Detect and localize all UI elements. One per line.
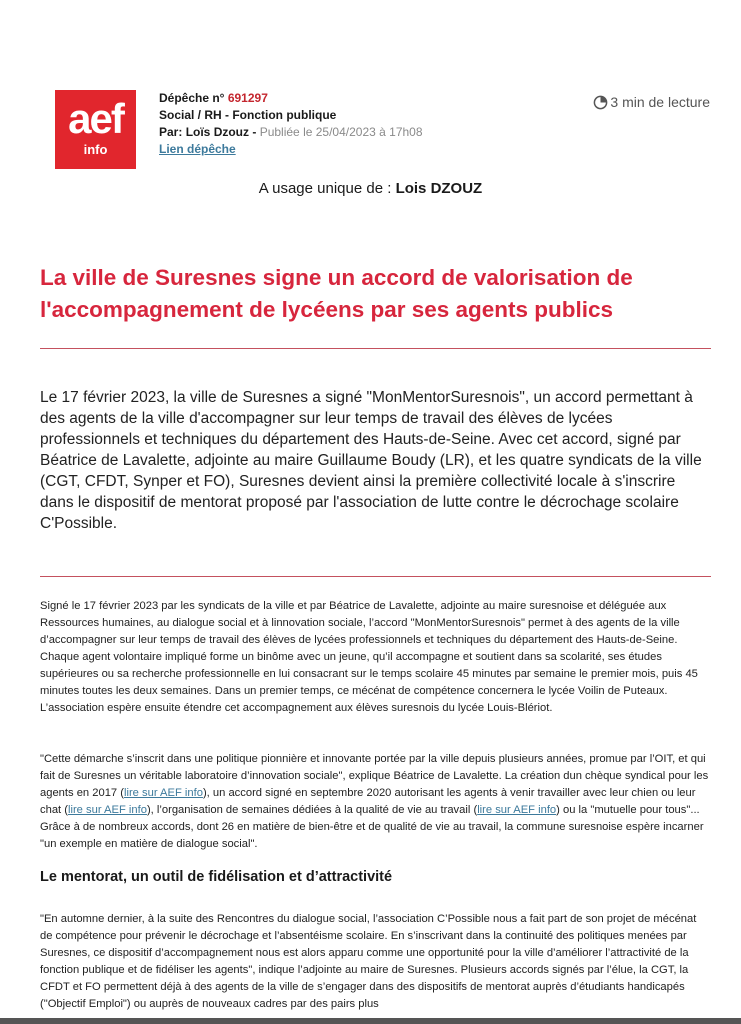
depeche-link[interactable]: Lien dépêche [159,142,236,156]
aef-link-3[interactable]: lire sur AEF info [477,804,557,816]
aef-link-1[interactable]: lire sur AEF info [123,787,203,799]
author-name: Loïs Dzouz - [185,125,257,139]
category: Social / RH - Fonction publique [159,108,337,122]
article-title: La ville de Suresnes signe un accord de valorisation de l'accompagnement de lycéens par ses agents publics [40,265,633,322]
aef-info-logo [55,90,136,169]
reading-time-label: 3 min de lecture [610,94,710,110]
publish-date: Publiée le 25/04/2023 à 17h08 [259,125,423,139]
paragraph-2-text: "Cette démarche s’inscrit dans une politique pionnière et innovante portée par la ville depuis plusieurs années, promue par l’OIT, et qui fait de Suresnes un véritable laboratoire d’innovation sociale", explique Béatrice de Lavalette. La création dun chèque syndical pour les agents en 2017 ( [40,753,709,799]
paragraph-2 [40,751,711,853]
logo-brand: aef [68,95,123,142]
article-lead: Le 17 février 2023, la ville de Suresnes a signé "MonMentorSuresnois", un accord permettant à des agents de la ville d'accompagner sur leur temps de travail des élèves de lycées professionnels et techniques du département des Hauts-de-Seine. Avec cet accord, signé par Béatrice de Lavalette, adjointe au maire Guillaume Boudy (LR), et les quatre syndicats de la ville (CGT, CFDT, Synper et FO), Suresnes devient ainsi la première collectivité locale à s'inscrire dans le dispositif de mentorat proposé par l'association de lutte contre le décrochage scolaire C'Possible. [40,389,702,532]
article-meta [159,90,423,158]
usage-prefix: A usage unique de : [258,180,392,197]
reading-time [593,94,710,110]
paragraph-2-text: ) ou la "mutuelle pour tous"... Grâce à de nombreux accords, dont 26 en matière de bien-être et de qualité de vie au travail, la commune suresnoise espère incarner "un exemple en matière de dialogue social". [40,804,704,850]
aef-link-2[interactable]: lire sur AEF info [67,804,147,816]
paragraph-3: "En automne dernier, à la suite des Rencontres du dialogue social, l’association C’Possible nous a fait part de son projet de mécénat de compétence pour prévenir le décrochage et l’absentéisme scolaire. En s’inscrivant dans la continuité des politiques menées par Suresnes, ce dispositif d’accompagnement nous est alors apparu comme une opportunité pour la ville d’améliorer l’attractivité de la fonction publique et de fidéliser les agents", indique l’adjointe au maire de Suresnes. Plusieurs accords signés par l’élue, la CGT, la CFDT et FO permettent déjà à des agents de la ville de s’engager dans des dispositifs de mentorat auprès d’étudiants handicapés ("Objectif Emploi") ou auprès de nouveaux cadres par des pairs plus [40,913,697,1010]
divider-bottom [40,576,711,577]
paragraph-2-text: ), l’organisation de semaines dédiées à la qualité de vie au travail ( [146,804,478,816]
paragraph-2-text: ), un accord signé en septembre 2020 autorisant les agents à venir travailler avec leur chien ou leur chat ( [40,787,696,816]
author-label: Par: [159,125,183,139]
bottom-bar [0,1018,741,1024]
paragraph-1: Signé le 17 février 2023 par les syndicats de la ville et par Béatrice de Lavalette, adjointe au maire suresnoise et déléguée aux Ressources humaines, au dialogue social et à linnovation sociale, l’accord "MonMentorSuresnois" permet à des agents de la ville d’accompagner sur leur temps de travail des élèves de lycées professionnels et techniques du département des Hauts-de-Seine. Chaque agent volontaire impliqué forme un binôme avec un jeune, qu’il accompagne et soutient dans sa scolarité, ses études supérieures ou sa recherche professionnelle en lui consacrant sur le temps scolaire 45 minutes par semaine le premier mois, puis 45 minutes toutes les deux semaines. Dans un premier temps, ce mécénat de compétence concernera le lycée Voilin de Puteaux. L’association espère ensuite étendre cet accompagnement aux élèves suresnois du lycée Louis-Blériot. [40,600,698,714]
usage-notice [0,180,741,197]
depeche-label: Dépêche n° [159,91,225,105]
depeche-number: 691297 [227,91,268,105]
divider-top [40,348,711,349]
clock-icon [593,95,608,110]
depeche-row [159,90,423,107]
author-row [159,124,423,141]
logo-sub: info [83,142,108,157]
usage-name: Lois DZOUZ [395,180,483,197]
section-heading: Le mentorat, un outil de fidélisation et d’attractivité [40,869,393,885]
